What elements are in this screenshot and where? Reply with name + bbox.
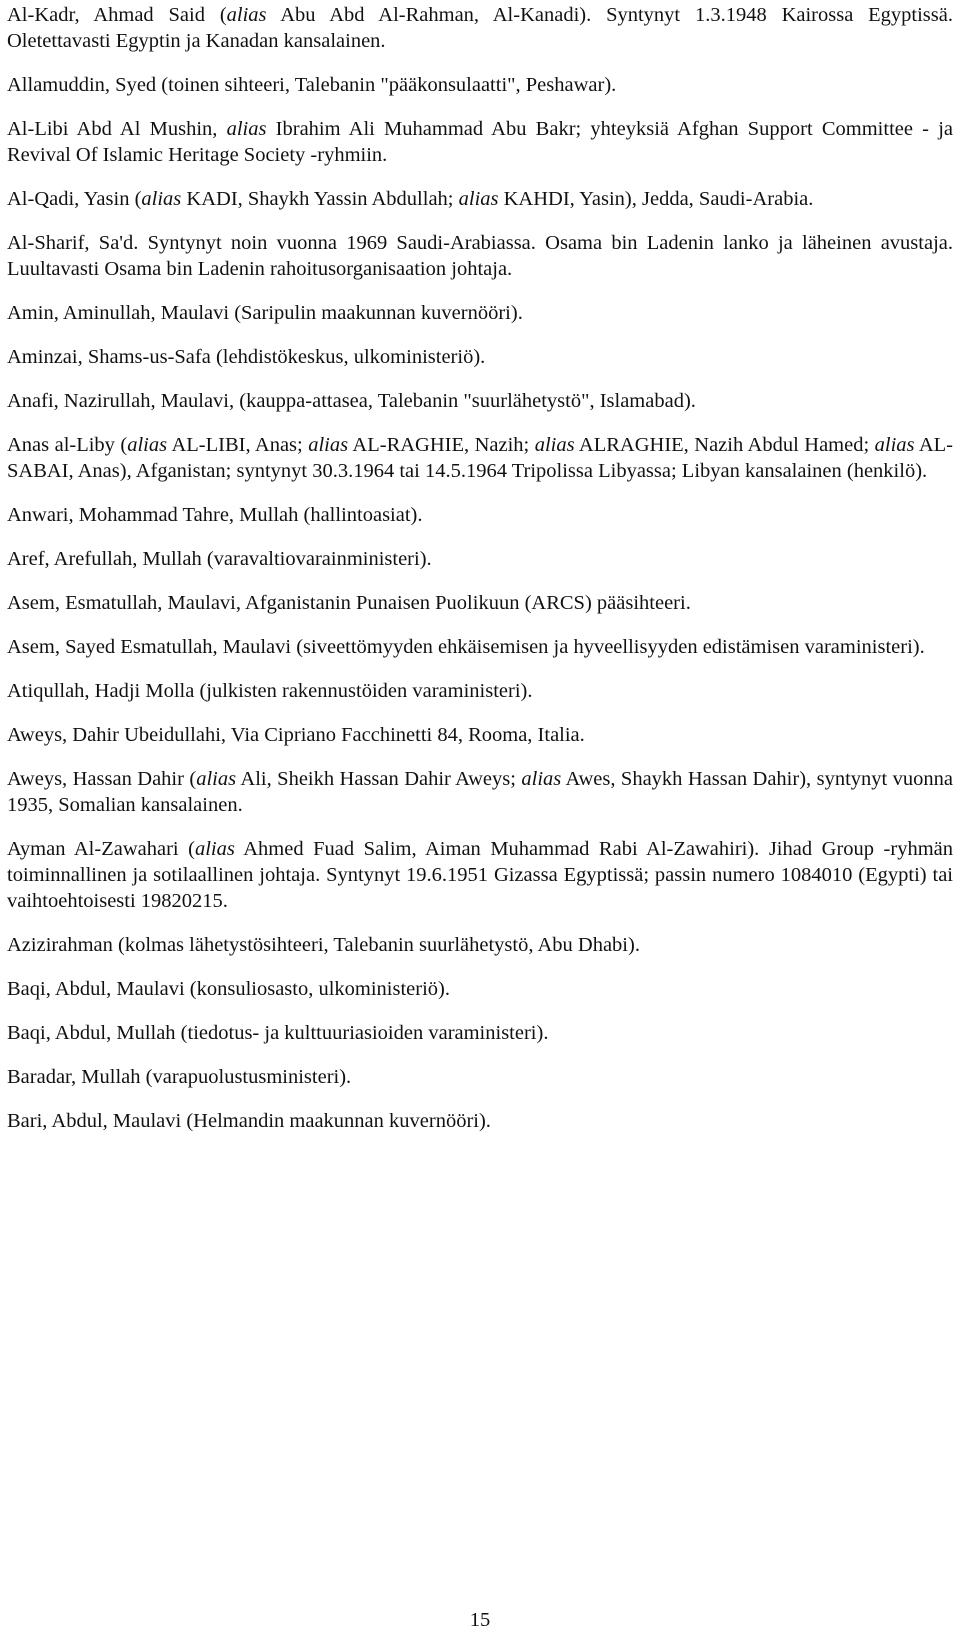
entry-text: Baqi, Abdul, Maulavi (konsuliosasto, ulkoministeriö). (7, 978, 451, 1000)
entry-text: Awes, Shaykh Hassan Dahir), syntynyt vuonna 1935, Somalian kansalainen. (7, 768, 953, 816)
list-entry (7, 72, 953, 98)
entry-text: AL-LIBI, Anas; (167, 434, 309, 456)
entry-text: Aweys, Hassan Dahir ( (7, 768, 197, 790)
alias-term: alias (226, 4, 267, 26)
entry-text: AL-SABAI, Anas), Afganistan; syntynyt 30.3.1964 tai 14.5.1964 Tripolissa Libyassa; Libyan kansalainen (henkilö). (7, 434, 953, 482)
list-entry (7, 388, 953, 414)
list-entry (7, 344, 953, 370)
entry-text: Azizirahman (kolmas lähetystösihteeri, Talebanin suurlähetystö, Abu Dhabi). (7, 934, 640, 956)
list-entry (7, 300, 953, 326)
entry-text: Al-Kadr, Ahmad Said ( (7, 4, 227, 26)
alias-term: alias (458, 188, 499, 210)
list-entry (7, 502, 953, 528)
entry-text: Ibrahim Ali Muhammad Abu Bakr; yhteyksiä Afghan Support Committee - ja Revival Of Islamic Heritage Society -ryhmiin. (7, 118, 953, 166)
entry-text: Anafi, Nazirullah, Maulavi, (kauppa-attasea, Talebanin "suurlähetystö", Islamabad). (7, 390, 696, 412)
alias-term: alias (521, 768, 562, 790)
entry-text: Asem, Sayed Esmatullah, Maulavi (siveettömyyden ehkäisemisen ja hyveellisyyden edistämisen varaministeri). (7, 636, 925, 658)
alias-term: alias (196, 768, 237, 790)
list-entry (7, 2, 953, 54)
entry-text: Ahmed Fuad Salim, Aiman Muhammad Rabi Al-Zawahiri). Jihad Group -ryhmän toiminnallinen ja sotilaallinen johtaja. Syntynyt 19.6.1951 Gizassa Egyptissä; passin numero 1084010 (Egypti) tai vaihtoehtoisesti 19820215. (7, 838, 953, 912)
entry-text: Atiqullah, Hadji Molla (julkisten rakennustöiden varaministeri). (7, 680, 533, 702)
entry-text: Bari, Abdul, Maulavi (Helmandin maakunnan kuvernööri). (7, 1110, 491, 1132)
list-entry (7, 722, 953, 748)
list-entry (7, 1064, 953, 1090)
entry-text: Al-Qadi, Yasin ( (7, 188, 142, 210)
entry-text: Anwari, Mohammad Tahre, Mullah (hallintoasiat). (7, 504, 423, 526)
list-entry (7, 932, 953, 958)
entry-text: Al-Sharif, Sa'd. Syntynyt noin vuonna 1969 Saudi-Arabiassa. Osama bin Ladenin lanko ja läheinen avustaja. Luultavasti Osama bin Ladenin rahoitusorganisaation johtaja. (7, 232, 953, 280)
entry-text: Ayman Al-Zawahari ( (7, 838, 195, 860)
document-page (7, 2, 953, 1152)
entry-text: Baradar, Mullah (varapuolustusministeri). (7, 1066, 352, 1088)
list-entry (7, 186, 953, 212)
alias-term: alias (194, 838, 235, 860)
entry-text: Aminzai, Shams-us-Safa (lehdistökeskus, ulkoministeriö). (7, 346, 486, 368)
entry-text: Asem, Esmatullah, Maulavi, Afganistanin Punaisen Puolikuun (ARCS) pääsihteeri. (7, 592, 691, 614)
list-entry (7, 976, 953, 1002)
alias-term: alias (127, 434, 168, 456)
page-number: 15 (469, 1609, 491, 1631)
alias-term: alias (226, 118, 267, 140)
list-entry (7, 836, 953, 914)
entry-text: KADI, Shaykh Yassin Abdullah; (181, 188, 459, 210)
entry-text: Al-Libi Abd Al Mushin, (7, 118, 227, 140)
list-entry (7, 230, 953, 282)
entry-text: ALRAGHIE, Nazih Abdul Hamed; (574, 434, 875, 456)
entry-text: AL-RAGHIE, Nazih; (348, 434, 535, 456)
entry-text: Abu Abd Al-Rahman, Al-Kanadi). Syntynyt 1.3.1948 Kairossa Egyptissä. Oletettavasti Egyptin ja Kanadan kansalainen. (7, 4, 953, 52)
list-entry (7, 546, 953, 572)
alias-term: alias (534, 434, 575, 456)
entry-text: Ali, Sheikh Hassan Dahir Aweys; (236, 768, 522, 790)
entry-text: Amin, Aminullah, Maulavi (Saripulin maakunnan kuvernööri). (7, 302, 523, 324)
entry-text: Allamuddin, Syed (toinen sihteeri, Talebanin "pääkonsulaatti", Peshawar). (7, 74, 617, 96)
entry-text: Baqi, Abdul, Mullah (tiedotus- ja kulttuuriasioiden varaministeri). (7, 1022, 549, 1044)
entry-text: Aref, Arefullah, Mullah (varavaltiovarainministeri). (7, 548, 432, 570)
list-entry (7, 432, 953, 484)
list-entry (7, 590, 953, 616)
entry-text: Anas al-Liby ( (7, 434, 128, 456)
list-entry (7, 1108, 953, 1134)
list-entry (7, 678, 953, 704)
entry-text: KAHDI, Yasin), Jedda, Saudi-Arabia. (498, 188, 814, 210)
list-entry (7, 116, 953, 168)
alias-term: alias (874, 434, 915, 456)
list-entry (7, 766, 953, 818)
list-entry (7, 1020, 953, 1046)
list-entry (7, 634, 953, 660)
entry-text: Aweys, Dahir Ubeidullahi, Via Cipriano Facchinetti 84, Rooma, Italia. (7, 724, 585, 746)
alias-term: alias (141, 188, 182, 210)
alias-term: alias (308, 434, 349, 456)
